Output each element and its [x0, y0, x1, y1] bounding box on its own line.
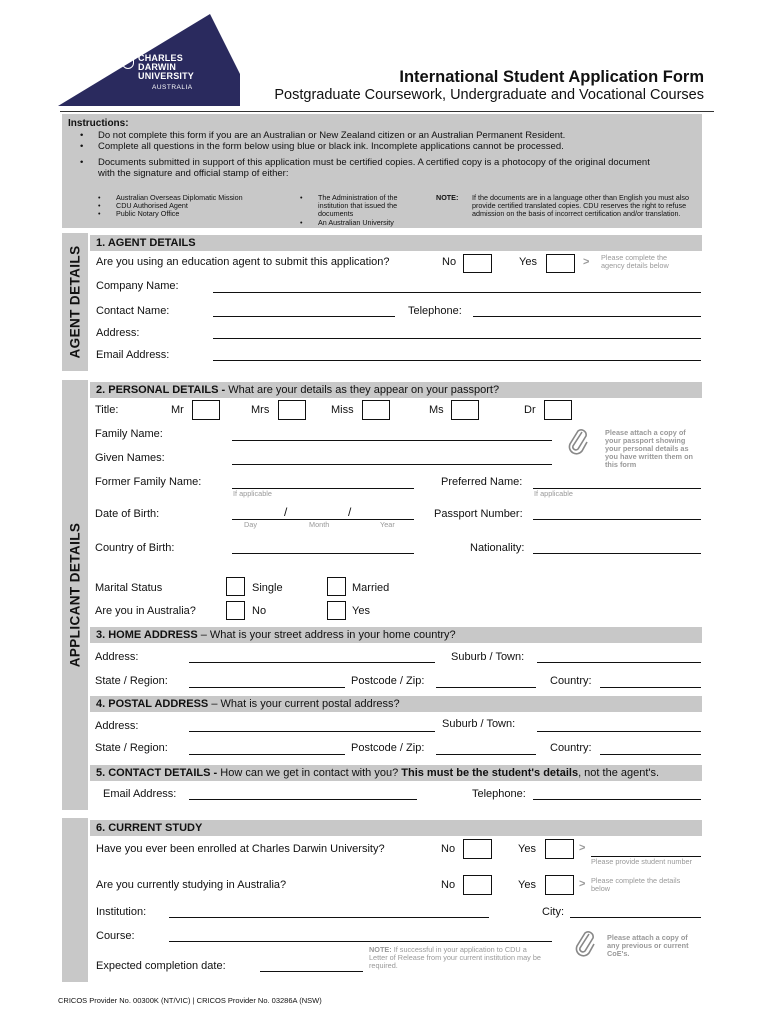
- country-birth-label: Country of Birth:: [95, 542, 175, 554]
- dob-month-hint: Month: [309, 520, 330, 529]
- studying-australia-question: Are you currently studying in Australia?: [96, 879, 287, 891]
- contact-email-field[interactable]: [189, 799, 417, 800]
- agent-telephone-field[interactable]: [473, 316, 701, 317]
- title-mrs-checkbox[interactable]: [278, 400, 306, 420]
- instructions-list: [98, 130, 668, 179]
- crest-icon: [122, 55, 134, 69]
- in-australia-no-label: No: [252, 605, 267, 617]
- city-label: City:: [542, 906, 564, 918]
- enrolled-yes-label: Yes: [518, 843, 536, 855]
- agent-section-heading: 1. AGENT DETAILS: [90, 235, 702, 251]
- in-australia-no-checkbox[interactable]: [226, 601, 245, 620]
- contact-label: Contact Name:: [96, 305, 170, 317]
- dob-year-hint: Year: [380, 520, 395, 529]
- postal-postcode-field[interactable]: [436, 754, 536, 755]
- note-label: NOTE:: [436, 193, 459, 202]
- contact-telephone-label: Telephone:: [472, 788, 526, 800]
- preferred-name-label: Preferred Name:: [441, 476, 523, 488]
- university-logo: CHARLES DARWIN UNIVERSITY AUSTRALIA: [138, 53, 195, 91]
- country-birth-field[interactable]: [232, 553, 414, 554]
- header-divider: [60, 111, 714, 112]
- contact-field[interactable]: [213, 316, 395, 317]
- arrow-icon: >: [579, 842, 586, 854]
- home-postcode-field[interactable]: [436, 687, 536, 688]
- former-name-label: Former Family Name:: [95, 476, 202, 488]
- home-suburb-field[interactable]: [537, 662, 701, 663]
- studying-no-checkbox[interactable]: [463, 875, 492, 895]
- home-section-heading: 3. HOME ADDRESS – What is your street address in your home country?: [90, 627, 702, 643]
- agent-no-label: No: [442, 256, 457, 268]
- paperclip-icon: [574, 930, 596, 958]
- applicant-side-label: APPLICANT DETAILS: [62, 380, 88, 810]
- title-mr-checkbox[interactable]: [192, 400, 220, 420]
- completion-date-field[interactable]: [260, 971, 363, 972]
- single-checkbox[interactable]: [226, 577, 245, 596]
- note-text: If the documents are in a language other than English you must also provide certified translated copies. CDU reserves the right to refuse admission on the basis of incorrect certification and/or translation.: [472, 193, 689, 219]
- title-mrs-label: Mrs: [251, 404, 270, 416]
- paperclip-icon: [567, 428, 589, 456]
- home-address-label: Address:: [95, 651, 139, 663]
- instruction-item: • Do not complete this form if you are an Australian or New Zealand citizen or an Australian Permanent Resident.: [98, 130, 668, 141]
- instruction-item: • Complete all questions in the form below using blue or black ink. Incomplete applications cannot be processed.: [98, 141, 668, 152]
- home-state-field[interactable]: [189, 687, 345, 688]
- enrolled-yes-checkbox[interactable]: [545, 839, 574, 859]
- dob-day-hint: Day: [244, 520, 257, 529]
- agent-yes-label: Yes: [519, 256, 537, 268]
- contact-email-label: Email Address:: [103, 788, 177, 800]
- city-field[interactable]: [570, 917, 701, 918]
- course-label: Course:: [96, 930, 135, 942]
- instructions-heading: Instructions:: [68, 118, 129, 129]
- married-checkbox[interactable]: [327, 577, 346, 596]
- instruction-item: • Documents submitted in support of this application must be certified copies. A certified copy is a photocopy of the original document with the signature and official stamp of either:: [98, 157, 668, 179]
- postal-state-label: State / Region:: [95, 742, 168, 754]
- in-australia-yes-checkbox[interactable]: [327, 601, 346, 620]
- single-label: Single: [252, 582, 283, 594]
- home-country-label: Country:: [550, 675, 592, 687]
- nationality-field[interactable]: [533, 553, 701, 554]
- enrolled-no-checkbox[interactable]: [463, 839, 492, 859]
- arrow-icon: >: [579, 878, 586, 890]
- passport-number-label: Passport Number:: [434, 508, 523, 520]
- student-number-hint: Please provide student number: [591, 857, 693, 866]
- agent-address-label: Address:: [96, 327, 140, 339]
- title-dr-checkbox[interactable]: [544, 400, 572, 420]
- company-field[interactable]: [213, 292, 701, 293]
- home-postcode-label: Postcode / Zip:: [351, 675, 425, 687]
- company-label: Company Name:: [96, 280, 179, 292]
- completion-date-label: Expected completion date:: [96, 960, 226, 972]
- studying-no-label: No: [441, 879, 456, 891]
- postal-suburb-label: Suburb / Town:: [442, 718, 516, 730]
- dob-slash: /: [348, 505, 352, 519]
- agent-side-label: AGENT DETAILS: [62, 233, 88, 371]
- institution-label: Institution:: [96, 906, 147, 918]
- former-name-hint: If applicable: [233, 489, 272, 498]
- passport-hint: Please attach a copy of your passport showing your personal details as you have written them on this form: [605, 428, 693, 469]
- postal-state-field[interactable]: [189, 754, 345, 755]
- contact-section-heading: 5. CONTACT DETAILS - How can we get in contact with you? This must be the student's details, not the agent's.: [90, 765, 702, 781]
- marital-label: Marital Status: [95, 582, 163, 594]
- title-miss-label: Miss: [331, 404, 354, 416]
- form-title: International Student Application Form: [399, 68, 704, 86]
- studying-yes-checkbox[interactable]: [545, 875, 574, 895]
- title-ms-checkbox[interactable]: [451, 400, 479, 420]
- title-miss-checkbox[interactable]: [362, 400, 390, 420]
- cricos-footer: CRICOS Provider No. 00300K (NT/VIC) | CRICOS Provider No. 03286A (NSW): [58, 996, 322, 1005]
- family-name-field[interactable]: [232, 440, 552, 441]
- certifier-list-2: • The Administration of the institution that issued the documents • An Australian University: [300, 193, 398, 227]
- enrolled-cdu-question: Have you ever been enrolled at Charles Darwin University?: [96, 843, 385, 855]
- title-mr-label: Mr: [171, 404, 184, 416]
- agent-no-checkbox[interactable]: [463, 254, 492, 273]
- study-side-bar: [62, 818, 88, 982]
- home-country-field[interactable]: [600, 687, 701, 688]
- studying-yes-label: Yes: [518, 879, 536, 891]
- study-section-heading: 6. CURRENT STUDY: [90, 820, 702, 836]
- dob-label: Date of Birth:: [95, 508, 160, 520]
- release-note: NOTE: If successful in your application to CDU a Letter of Release from your current institution may be required.: [369, 945, 541, 970]
- institution-field[interactable]: [169, 917, 489, 918]
- agent-telephone-label: Telephone:: [408, 305, 462, 317]
- given-names-label: Given Names:: [95, 452, 165, 464]
- postal-country-field[interactable]: [600, 754, 701, 755]
- title-label: Title:: [95, 404, 119, 416]
- arrow-icon: >: [583, 256, 590, 268]
- postal-section-heading: 4. POSTAL ADDRESS – What is your current postal address?: [90, 696, 702, 712]
- postal-address-label: Address:: [95, 720, 139, 732]
- postal-suburb-field[interactable]: [537, 731, 701, 732]
- contact-telephone-field[interactable]: [533, 799, 701, 800]
- nationality-label: Nationality:: [470, 542, 525, 554]
- postal-address-field[interactable]: [189, 731, 435, 732]
- coe-hint: Please attach a copy of any previous or current CoE's.: [607, 933, 689, 958]
- title-ms-label: Ms: [429, 404, 444, 416]
- passport-number-field[interactable]: [533, 519, 701, 520]
- home-state-label: State / Region:: [95, 675, 168, 687]
- dob-slash: /: [284, 505, 288, 519]
- postal-country-label: Country:: [550, 742, 592, 754]
- home-suburb-label: Suburb / Town:: [451, 651, 525, 663]
- married-label: Married: [352, 582, 390, 594]
- enrolled-no-label: No: [441, 843, 456, 855]
- given-names-field[interactable]: [232, 464, 552, 465]
- studying-hint: Please complete the details below: [591, 876, 681, 893]
- title-dr-label: Dr: [524, 404, 536, 416]
- agent-question: Are you using an education agent to submit this application?: [96, 256, 390, 268]
- in-australia-label: Are you in Australia?: [95, 605, 196, 617]
- agent-email-label: Email Address:: [96, 349, 170, 361]
- agent-email-field[interactable]: [213, 360, 701, 361]
- personal-section-heading: 2. PERSONAL DETAILS - What are your details as they appear on your passport?: [90, 382, 702, 398]
- course-field[interactable]: [169, 941, 552, 942]
- postal-postcode-label: Postcode / Zip:: [351, 742, 425, 754]
- home-address-field[interactable]: [189, 662, 435, 663]
- agent-hint: Please complete the agency details below: [601, 253, 669, 270]
- instructions-panel: [62, 114, 702, 228]
- certifier-list-1: • Australian Overseas Diplomatic Mission • CDU Authorised Agent • Public Notary Office: [98, 193, 243, 219]
- in-australia-yes-label: Yes: [352, 605, 370, 617]
- agent-yes-checkbox[interactable]: [546, 254, 575, 273]
- family-name-label: Family Name:: [95, 428, 163, 440]
- agent-address-field[interactable]: [213, 338, 701, 339]
- preferred-name-hint: If applicable: [534, 489, 573, 498]
- form-subtitle: Postgraduate Coursework, Undergraduate and Vocational Courses: [274, 87, 704, 103]
